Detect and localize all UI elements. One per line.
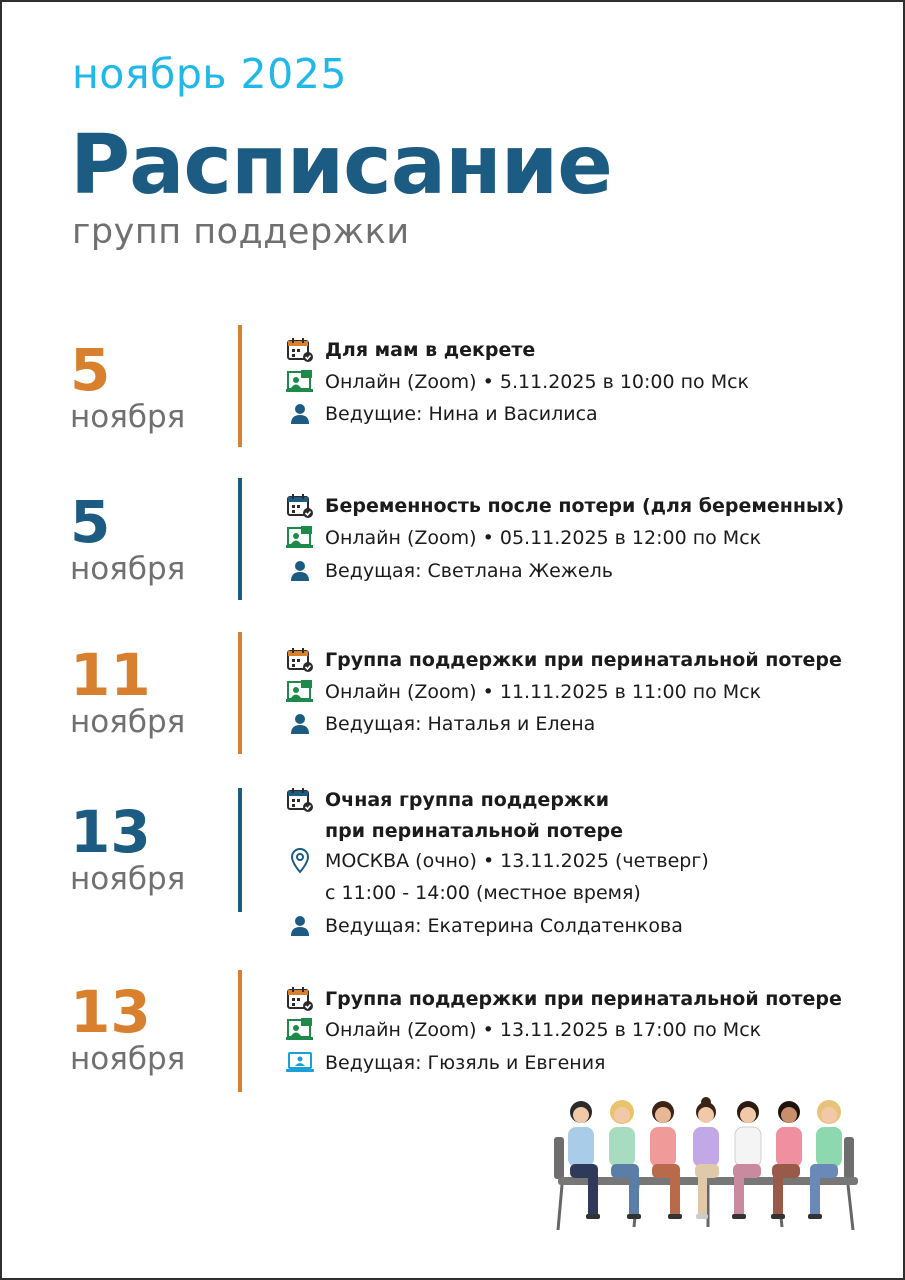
page-title: Расписание bbox=[70, 118, 612, 213]
event-month: ноября bbox=[70, 861, 186, 897]
event-divider bbox=[238, 478, 242, 600]
person-2 bbox=[609, 1100, 641, 1219]
event-host-row bbox=[286, 709, 595, 739]
person-icon bbox=[286, 558, 314, 584]
event-format: Онлайн (Zoom) • 13.11.2025 в 17:00 по Мск bbox=[325, 1019, 762, 1041]
event-format: Онлайн (Zoom) • 11.11.2025 в 11:00 по Мск bbox=[325, 681, 762, 703]
online-meeting-icon bbox=[286, 369, 314, 395]
event-host-row bbox=[286, 911, 683, 941]
event-title: Для мам в декрете bbox=[325, 339, 536, 361]
event-day: 13 bbox=[70, 798, 151, 866]
person-7 bbox=[808, 1100, 842, 1219]
person-icon bbox=[286, 913, 314, 939]
event-title: Группа поддержки при перинатальной потере bbox=[325, 649, 842, 671]
event-divider bbox=[238, 325, 242, 447]
person-icon bbox=[286, 401, 314, 427]
person-icon bbox=[286, 711, 314, 737]
month-label: ноябрь 2025 bbox=[72, 50, 347, 98]
event-format-row bbox=[286, 677, 761, 707]
event-format-row bbox=[286, 523, 761, 553]
event-title-row bbox=[286, 645, 842, 675]
calendar-icon bbox=[286, 647, 314, 673]
event-month: ноября bbox=[70, 1041, 186, 1077]
event-format-row bbox=[286, 367, 749, 397]
event-format: Онлайн (Zoom) • 05.11.2025 в 12:00 по Мск bbox=[325, 527, 762, 549]
event-date bbox=[70, 336, 230, 435]
event-host: Ведущая: Светлана Жежель bbox=[325, 560, 613, 582]
event-host-row bbox=[286, 399, 598, 429]
person-5 bbox=[732, 1101, 761, 1219]
event-title: Очная группа поддержки bbox=[325, 789, 610, 811]
event-format: Онлайн (Zoom) • 5.11.2025 в 10:00 по Мск bbox=[325, 371, 750, 393]
event-divider bbox=[238, 632, 242, 754]
laptop-icon bbox=[286, 1050, 314, 1076]
event-time-continued: с 11:00 - 14:00 (местное время) bbox=[325, 882, 641, 904]
event-date bbox=[70, 488, 230, 587]
event-title-row bbox=[286, 491, 844, 521]
online-meeting-icon bbox=[286, 525, 314, 551]
event-title-row bbox=[286, 335, 535, 365]
event-title-continued: при перинатальной потере bbox=[325, 820, 623, 842]
event-divider bbox=[238, 788, 242, 912]
event-host-row bbox=[286, 1048, 605, 1078]
event-date bbox=[70, 798, 230, 897]
event-host: Ведущая: Екатерина Солдатенкова bbox=[325, 915, 683, 937]
person-6 bbox=[771, 1101, 802, 1219]
location-pin-icon bbox=[286, 848, 314, 874]
event-title: Беременность после потери (для беременных) bbox=[325, 495, 845, 517]
event-title-row bbox=[286, 785, 609, 815]
calendar-icon bbox=[286, 493, 314, 519]
event-host: Ведущие: Нина и Василиса bbox=[325, 403, 598, 425]
support-group-illustration bbox=[548, 1082, 864, 1232]
event-day: 11 bbox=[70, 641, 151, 709]
event-month: ноября bbox=[70, 551, 186, 587]
calendar-icon bbox=[286, 337, 314, 363]
event-title: Группа поддержки при перинатальной потере bbox=[325, 988, 842, 1010]
person-4 bbox=[693, 1097, 719, 1219]
online-meeting-icon bbox=[286, 1017, 314, 1043]
event-host: Ведущая: Гюзяль и Евгения bbox=[325, 1052, 606, 1074]
event-date bbox=[70, 641, 230, 740]
online-meeting-icon bbox=[286, 679, 314, 705]
event-date bbox=[70, 978, 230, 1077]
calendar-icon bbox=[286, 787, 314, 813]
event-location-row bbox=[286, 846, 709, 876]
event-host: Ведущая: Наталья и Елена bbox=[325, 713, 596, 735]
person-1 bbox=[568, 1101, 600, 1219]
event-month: ноября bbox=[70, 704, 186, 740]
event-location: МОСКВА (очно) • 13.11.2025 (четверг) bbox=[325, 850, 709, 872]
person-3 bbox=[650, 1101, 682, 1219]
event-month: ноября bbox=[70, 399, 186, 435]
calendar-icon bbox=[286, 986, 314, 1012]
event-day: 5 bbox=[70, 336, 111, 404]
event-format-row bbox=[286, 1015, 761, 1045]
event-host-row bbox=[286, 556, 613, 586]
event-divider bbox=[238, 970, 242, 1092]
event-day: 13 bbox=[70, 978, 151, 1046]
event-day: 5 bbox=[70, 488, 111, 556]
event-title-row bbox=[286, 984, 842, 1014]
page-subtitle: групп поддержки bbox=[72, 212, 410, 252]
